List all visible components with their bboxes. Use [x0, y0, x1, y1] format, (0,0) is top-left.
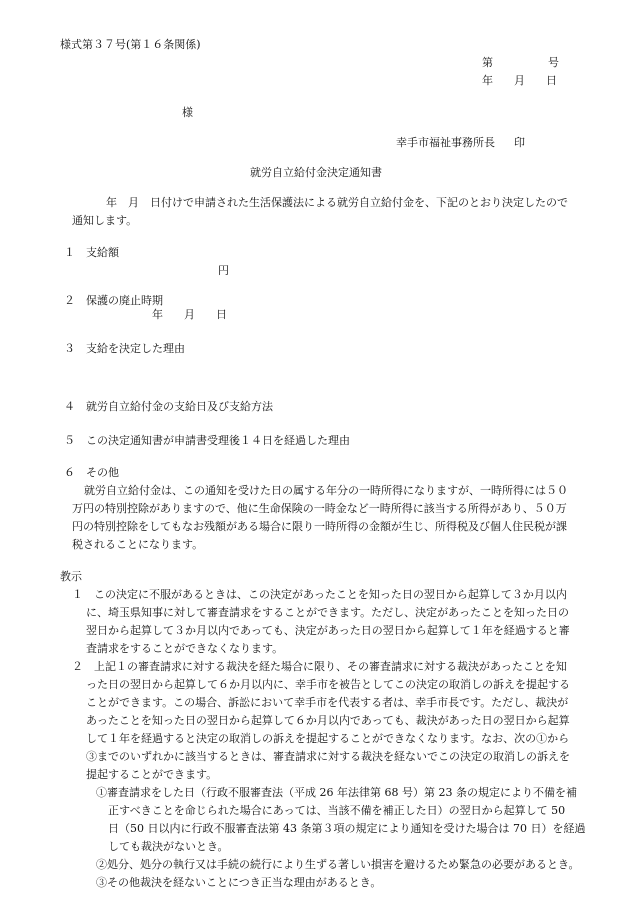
kyouji-sub-1-line: しても裁決がないとき。 [108, 840, 229, 853]
section-2-day: 日 [216, 308, 227, 321]
intro-line-2: 通知します。 [72, 214, 138, 227]
section-1-unit: 円 [218, 264, 229, 277]
issue-date-month: 月 [514, 74, 525, 87]
kyouji-item-1-line: に、埼玉県知事に対して審査請求をすることができます。ただし、決定があったことを知った日の [86, 606, 570, 619]
form-number: 様式第３７号(第１６条関係) [60, 38, 201, 51]
kyouji-item-2-line: ２ 上記１の審査請求に対する裁決を経た場合に限り、その審査請求に対する裁決があったことを知 [72, 660, 567, 673]
kyouji-item-2-line: ことができます。この場合、訴訟において幸手市を代表する者は、幸手市長です。ただし、裁決が [86, 696, 569, 709]
kyouji-sub-1-line: 日（50 日以内に行政不服審査法第 43 条第３項の規定により通知を受けた場合は 70 日）を経過 [108, 822, 586, 835]
section-3-heading: ３ 支給を決定した理由 [64, 342, 185, 355]
kyouji-heading: 教示 [60, 570, 82, 583]
issuer-seal: 印 [514, 136, 525, 149]
intro-line-1: 年 月 日付けで申請された生活保護法による就労自立給付金を、下記のとおり決定したので [106, 196, 568, 209]
kyouji-sub-1-line: ①審査請求をした日（行政不服審査法（平成 26 年法律第 68 号）第 23 条の規定により不備を補 [96, 786, 577, 799]
section-6-line: 就労自立給付金は、この通知を受けた日の属する年分の一時所得になりますが、一時所得には５０ [84, 484, 568, 497]
issue-date-year: 年 [482, 74, 493, 87]
section-2-year: 年 [152, 308, 163, 321]
section-2-heading: ２ 保護の廃止時期 [64, 294, 163, 307]
issue-date-day: 日 [546, 74, 557, 87]
kyouji-item-1-line: 査請求をすることができなくなります。 [86, 642, 284, 655]
kyouji-item-1-line: １ この決定に不服があるときは、この決定があったことを知った日の翌日から起算して３か月以内 [72, 588, 567, 601]
section-5-heading: ５ この決定通知書が申請書受理後１４日を経過した理由 [64, 434, 350, 447]
kyouji-item-2-line: 提起することができます。 [86, 768, 218, 781]
issuer-name: 幸手市福祉事務所長 [396, 136, 495, 149]
issue-no-suffix: 号 [548, 56, 559, 69]
kyouji-item-2-line: ③までのいずれかに該当するときは、審査請求に対する裁決を経ないでこの決定の取消しの訴えを [86, 750, 570, 763]
kyouji-item-2-line: あったことを知った日の翌日から起算して６か月以内であっても、裁決があった日の翌日から起算 [86, 714, 570, 727]
kyouji-sub-2: ②処分、処分の執行又は手続の続行により生ずる著しい損害を避けるため緊急の必要があるとき。 [96, 858, 580, 871]
document-title: 就労自立給付金決定通知書 [250, 166, 382, 179]
issue-no-prefix: 第 [482, 56, 493, 69]
kyouji-sub-3: ③その他裁決を経ないことにつき正当な理由があるとき。 [96, 876, 382, 889]
addressee-suffix: 様 [182, 106, 193, 119]
section-6-heading: ６ その他 [64, 466, 119, 479]
kyouji-sub-1-line: 正すべきことを命じられた場合にあっては、当該不備を補正した日）の翌日から起算して 50 [108, 804, 566, 817]
section-1-heading: １ 支給額 [64, 246, 119, 259]
section-6-line: 万円の特別控除がありますので、他に生命保険の一時金など一時所得に該当する所得があり、５０万 [72, 502, 567, 515]
section-6-line: 円の特別控除をしてもなお残額がある場合に限り一時所得の金額が生じ、所得税及び個人住民税が課 [72, 520, 567, 533]
section-2-month: 月 [184, 308, 195, 321]
section-6-line: 税されることになります。 [72, 538, 204, 551]
kyouji-item-2-line: して１年を経過すると決定の取消しの訴えを提起することができなくなります。なお、次の①から [86, 732, 570, 745]
section-4-heading: ４ 就労自立給付金の支給日及び支給方法 [64, 400, 273, 413]
kyouji-item-2-line: った日の翌日から起算して６か月以内に、幸手市を被告としてこの決定の取消しの訴えを提起する [86, 678, 570, 691]
kyouji-item-1-line: 翌日から起算して３か月以内であっても、決定があった日の翌日から起算して１年を経過すると審 [86, 624, 570, 637]
